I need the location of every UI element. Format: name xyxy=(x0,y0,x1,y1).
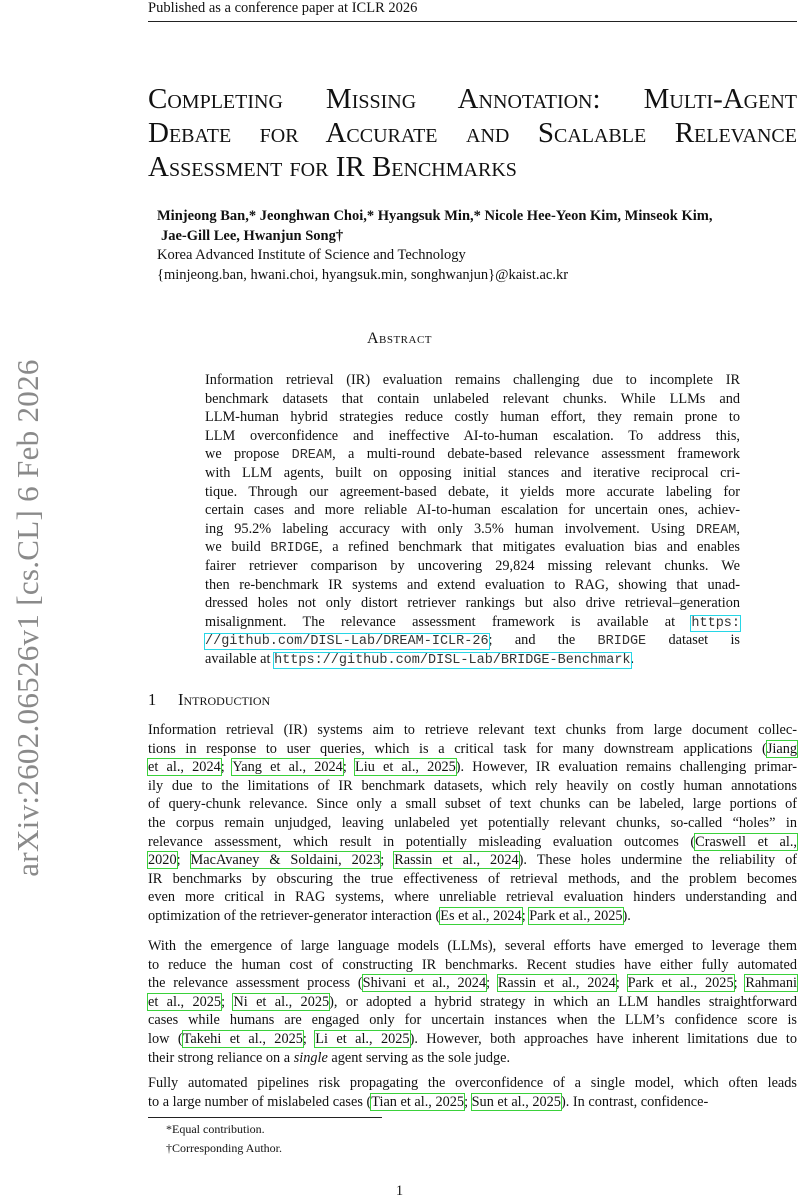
text-run: agent serving as the sole judge. xyxy=(327,1049,511,1066)
text-line xyxy=(205,631,740,650)
text-run: ; xyxy=(342,759,355,776)
text-run: LLM-human hybrid strategies reduce costly human effort, they remain prone to xyxy=(205,409,740,426)
text-run: benchmark datasets that contain unlabeled relevant chunks. While LLMs and xyxy=(205,390,740,407)
text-run: of query-chunk relevance. Since only a small subset of text chunks can be labeled, large portions of xyxy=(148,796,797,813)
citation-link[interactable]: Rassin et al., 2024 xyxy=(394,852,519,869)
text-run: cases while humans are engaged only for uncertain instances when the LLM’s confidence score is xyxy=(148,1012,797,1029)
text-run: ). However, IR evaluation remains challenging primar- xyxy=(455,759,797,776)
text-run: . xyxy=(630,650,635,667)
citation-link[interactable]: Ni et al., 2025 xyxy=(233,993,330,1010)
author-block xyxy=(157,207,797,285)
text-run: available at xyxy=(205,650,275,667)
footnote-rule xyxy=(148,1117,382,1118)
text-run: misalignment. The relevance assessment framework is available at xyxy=(205,613,692,630)
text-line xyxy=(205,445,740,464)
citation-link[interactable]: Liu et al., 2025 xyxy=(355,759,456,776)
url-link[interactable]: https://github.com/DISL-Lab/BRIDGE-Benchmark xyxy=(274,652,631,668)
title-line: Assessment for IR Benchmarks xyxy=(148,151,517,183)
citation-link[interactable]: Park et al., 2025 xyxy=(529,907,623,924)
text-line xyxy=(148,1074,797,1093)
text-line xyxy=(205,557,740,576)
text-run: ). In contrast, confidence- xyxy=(560,1093,709,1110)
text-run: ; xyxy=(486,975,498,992)
text-run: ; xyxy=(220,759,233,776)
text-run: ; xyxy=(521,907,530,924)
citation-link[interactable]: Park et al., 2025 xyxy=(627,975,734,992)
text-run: tique. Through our agreement-based debate, it yields more accurate labeling for xyxy=(205,483,740,500)
author-names: Minjeong Ban,* Jeonghwan Choi,* Hyangsuk Min,* Nicole Hee-Yeon Kim, Minseok Kim, xyxy=(157,208,713,224)
text-run: ing 95.2% labeling accuracy with only 3.5% human involvement. Using xyxy=(205,520,696,537)
text-run: dressed holes not only distort retriever rankings but also drive retrieval–generation xyxy=(205,595,740,612)
text-line xyxy=(148,1093,797,1112)
text-run: the corpus remain unjudged, leaving unlabeled yet potentially relevant chunks, so-called “holes” in xyxy=(148,814,797,831)
text-line xyxy=(148,814,797,833)
text-line xyxy=(148,833,797,852)
intro-paragraph xyxy=(148,721,797,926)
citation-link[interactable]: Takehi et al., 2025 xyxy=(182,1030,303,1047)
text-line xyxy=(148,956,797,975)
text-line xyxy=(205,390,740,409)
text-run: IR benchmarks by obscuring the true effectiveness of retrieval methods, and the problem becomes xyxy=(148,870,797,887)
title-line: Debate for Accurate and Scalable Relevance xyxy=(148,117,797,149)
text-run: fairer retriever comparison by uncovering 29,824 missing relevant chunks. We xyxy=(205,557,740,574)
text-line xyxy=(148,993,797,1012)
citation-link[interactable]: Craswell et al., xyxy=(695,833,797,850)
citation-link[interactable]: Rahmani xyxy=(745,975,797,992)
emails: {minjeong.ban, hwani.choi, hyangsuk.min, songhwanjun}@kaist.ac.kr xyxy=(157,266,569,283)
citation-link[interactable]: Shivani et al., 2024 xyxy=(362,975,487,992)
text-run: ). However, both approaches have inherent limitations due to xyxy=(409,1030,797,1047)
text-run: with LLM agents, built on opposing initial stances and iterative reciprocal cri- xyxy=(205,464,740,481)
text-line xyxy=(205,576,740,595)
text-run: ; xyxy=(464,1093,472,1110)
arxiv-stamp: arXiv:2602.06526v1 [cs.CL] 6 Feb 2026 xyxy=(10,359,45,877)
intro-paragraph xyxy=(148,937,797,1067)
text-run: their strong reliance on a xyxy=(148,1049,294,1066)
text-line xyxy=(148,721,797,740)
text-run: to reduce the human cost of constructing IR benchmarks. Recent studies have either fully automated xyxy=(148,956,797,973)
text-run: Fully automated pipelines risk propagating the overconfidence of a single model, which often leads xyxy=(148,1075,797,1091)
text-run: ; and the xyxy=(488,632,598,649)
text-line xyxy=(205,464,740,483)
text-line xyxy=(148,1030,797,1049)
text-run: ; xyxy=(615,975,628,992)
text-line xyxy=(205,427,740,446)
text-run: ; xyxy=(221,993,234,1010)
text-line xyxy=(148,1049,797,1068)
header-rule xyxy=(148,21,797,22)
text-line xyxy=(205,371,740,390)
url-link[interactable]: https: xyxy=(691,615,740,631)
text-run: ; xyxy=(733,975,746,992)
system-name: BRIDGE xyxy=(597,634,647,650)
text-line xyxy=(205,594,740,613)
text-line xyxy=(205,650,740,669)
text-run: relevance assessment, which result in potentially misleading evaluation outcomes ( xyxy=(148,833,696,850)
text-run: ). These holes undermine the reliability of xyxy=(518,852,797,869)
text-line xyxy=(148,1011,797,1030)
text-run: , a refined benchmark that mitigates evaluation bias and enables xyxy=(319,539,740,556)
text-run: we propose xyxy=(205,446,292,463)
text-run: ; xyxy=(176,852,191,869)
section-number: 1 xyxy=(148,690,157,709)
text-run: optimization of the retriever-generator interaction ( xyxy=(148,907,441,924)
text-line xyxy=(205,538,740,557)
system-name: BRIDGE xyxy=(270,541,320,557)
text-run: tions in response to user queries, which is a critical task for many downstream applications ( xyxy=(148,740,767,757)
text-line xyxy=(148,795,797,814)
citation-link[interactable]: Sun et al., 2025 xyxy=(471,1093,561,1110)
text-line xyxy=(148,851,797,870)
text-run: , a multi-round debate-based relevance assessment framework xyxy=(332,446,740,463)
citation-link[interactable]: 2020 xyxy=(148,852,177,869)
citation-link[interactable]: Es et al., 2024 xyxy=(440,907,522,924)
citation-link[interactable]: et al., 2025 xyxy=(148,993,222,1010)
text-run: Information retrieval (IR) systems aim to retrieve relevant text chunks from large document collec- xyxy=(148,722,797,738)
text-run: even more critical in RAG systems, where unreliable retrieval evaluation hinders understanding and xyxy=(148,889,797,906)
citation-link[interactable]: Rassin et al., 2024 xyxy=(497,975,616,992)
text-run: certain cases and more reliable AI-to-human escalation for uncertain ones, achiev- xyxy=(205,502,740,519)
text-run: , xyxy=(736,520,740,537)
text-run: we build xyxy=(205,539,271,556)
text-line xyxy=(205,501,740,520)
section-heading xyxy=(148,690,270,710)
citation-link[interactable]: Yang et al., 2024 xyxy=(232,759,343,776)
citation-link[interactable]: MacAvaney & Soldaini, 2023 xyxy=(190,852,381,869)
section-title: Introduction xyxy=(178,690,271,709)
text-line xyxy=(148,888,797,907)
text-run: With the emergence of large language models (LLMs), several efforts have emerged to leverage them xyxy=(148,938,797,954)
intro-paragraph xyxy=(148,1074,797,1111)
system-name: DREAM xyxy=(695,522,737,538)
footnote: †Corresponding Author. xyxy=(166,1141,282,1155)
citation-link[interactable]: Li et al., 2025 xyxy=(315,1030,410,1047)
text-run: then re-benchmark IR systems and extend evaluation to RAG, showing that unad- xyxy=(205,576,740,593)
text-line xyxy=(148,907,797,926)
footnote: *Equal contribution. xyxy=(166,1122,265,1136)
text-line xyxy=(148,777,797,796)
text-line xyxy=(205,408,740,427)
text-run: low ( xyxy=(148,1030,183,1047)
text-run: the relevance assessment process ( xyxy=(148,975,363,992)
text-line xyxy=(205,520,740,539)
text-run: ily due to the limitations of IR benchmark datasets, which rely heavily on costly human annotations xyxy=(148,777,797,794)
paper-title xyxy=(148,82,797,184)
text-line xyxy=(148,937,797,956)
emphasis: single xyxy=(293,1049,328,1066)
citation-link[interactable]: Jiang xyxy=(766,740,797,757)
text-line xyxy=(205,483,740,502)
text-run: ), or adopted a hybrid strategy in which an LLM handles straightforward xyxy=(329,993,797,1010)
text-line xyxy=(205,613,740,632)
author-names: Jae-Gill Lee, Hwanjun Song† xyxy=(161,227,344,244)
running-head: Published as a conference paper at ICLR 2026 xyxy=(148,0,418,16)
affiliation: Korea Advanced Institute of Science and Technology xyxy=(157,247,466,263)
text-run: Information retrieval (IR) evaluation remains challenging due to incomplete IR xyxy=(205,372,740,388)
citation-link[interactable]: Tian et al., 2025 xyxy=(371,1093,465,1110)
abstract-body xyxy=(205,371,740,669)
page-number: 1 xyxy=(395,1183,404,1199)
abstract-heading: Abstract xyxy=(366,330,433,347)
text-line xyxy=(148,870,797,889)
text-run: ; xyxy=(302,1030,316,1047)
text-line xyxy=(148,974,797,993)
system-name: DREAM xyxy=(291,448,333,464)
citation-link[interactable]: et al., 2024 xyxy=(148,759,221,776)
title-line: Completing Missing Annotation: Multi-Agent xyxy=(148,83,797,115)
url-link[interactable]: //github.com/DISL-Lab/DREAM-ICLR-26 xyxy=(205,634,489,650)
text-run: dataset is xyxy=(646,632,740,649)
text-run: ). xyxy=(622,907,631,924)
text-run: ; xyxy=(380,852,395,869)
text-run: to a large number of mislabeled cases ( xyxy=(148,1093,372,1110)
text-line xyxy=(148,740,797,759)
text-run: LLM overconfidence and ineffective AI-to-human escalation. To address this, xyxy=(205,427,740,444)
text-line xyxy=(148,758,797,777)
footnotes xyxy=(166,1120,282,1158)
